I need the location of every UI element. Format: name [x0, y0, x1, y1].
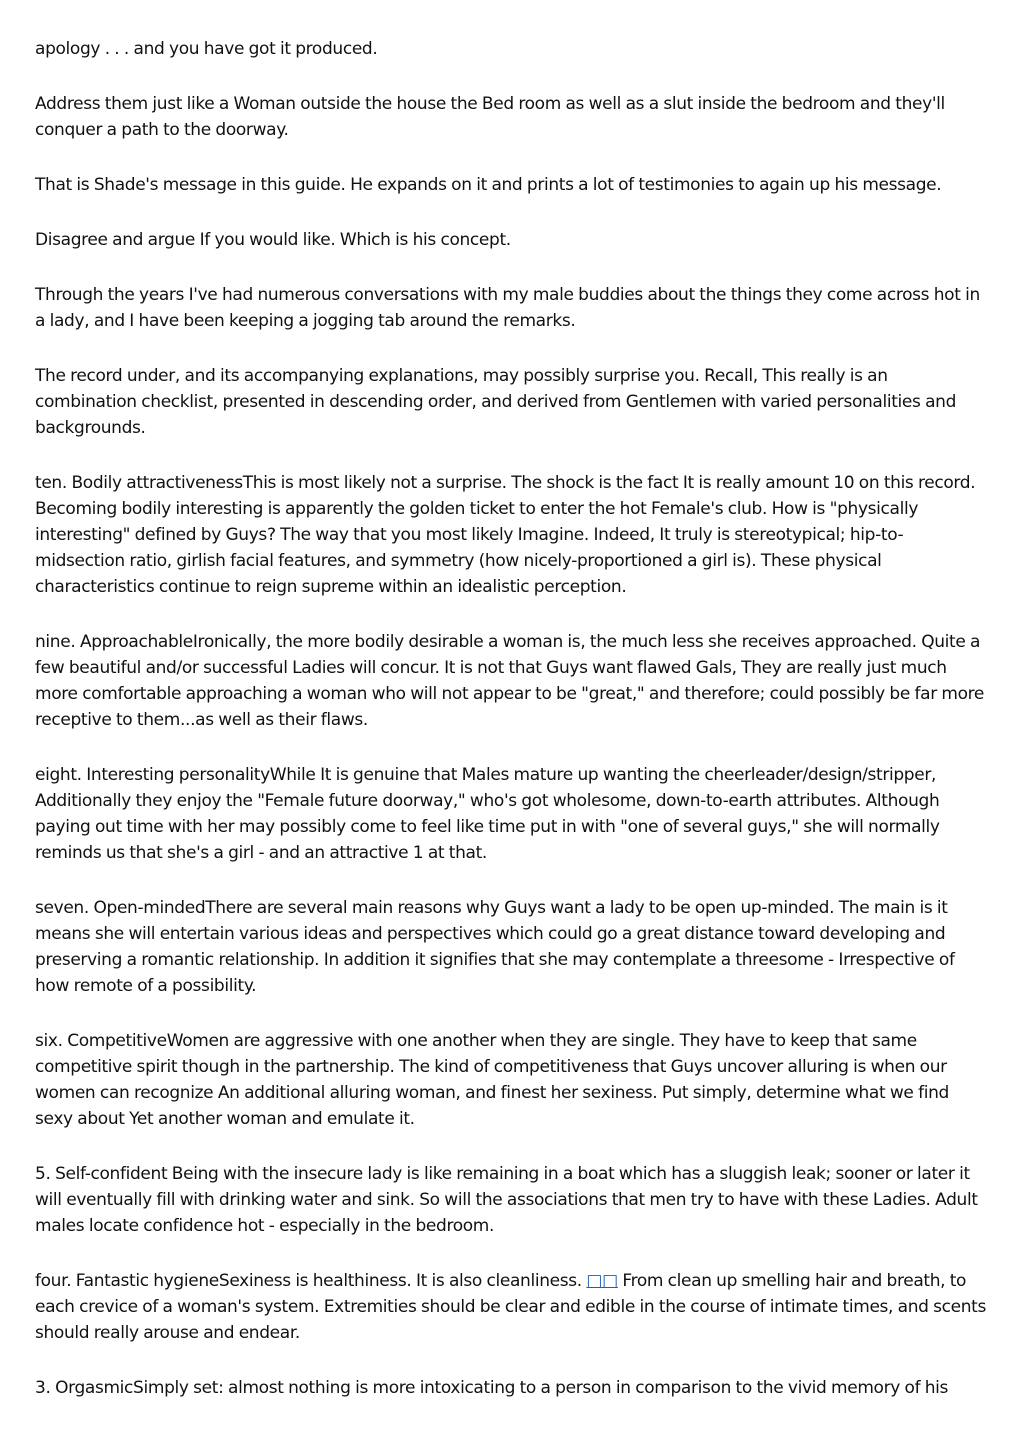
- paragraph-2: Address them just like a Woman outside the house the Bed room as well as a slut inside the bedroom and they'll conquer a path to the doorway.: [35, 94, 945, 140]
- article-body: [35, 36, 990, 1430]
- hygiene-text-before: four. Fantastic hygieneSexiness is healthiness. It is also cleanliness.: [35, 1271, 587, 1291]
- paragraph-6: The record under, and its accompanying explanations, may possibly surprise you. Recall, This really is an combination checklist, presented in descending order, and derived from Gentlemen with varied personalities and backgrounds.: [35, 366, 957, 438]
- paragraph-interesting-personality: eight. Interesting personalityWhile It is genuine that Males mature up wanting the cheerleader/design/stripper, Additionally they enjoy the "Female future doorway," who's got wholesome, down-to-earth attributes. Although paying out time with her may possibly come to feel like time put in with "one of several guys," she will normally reminds us that she's a girl - and an attractive 1 at that.: [35, 765, 940, 863]
- paragraph-orgasmic: 3. OrgasmicSimply set: almost nothing is more intoxicating to a person in comparison to the vivid memory of his: [35, 1378, 949, 1398]
- inline-link[interactable]: □□: [586, 1271, 618, 1291]
- paragraph-3: That is Shade's message in this guide. He expands on it and prints a lot of testimonies to again up his message.: [35, 175, 942, 195]
- paragraph-competitive: six. CompetitiveWomen are aggressive with one another when they are single. They have to keep that same competitive spirit though in the partnership. The kind of competitiveness that Guys uncover alluring is when our women can recognize An additional alluring woman, and finest her sexiness. Put simply, determine what we find sexy about Yet another woman and emulate it.: [35, 1031, 949, 1129]
- paragraph-hygiene: [35, 1268, 990, 1346]
- paragraph-approachable: nine. ApproachableIronically, the more bodily desirable a woman is, the much less she receives approached. Quite a few beautiful and/or successful Ladies will concur. It is not that Guys want flawed Gals, They are really just much more comfortable approaching a woman who will not appear to be "great," and therefore; could possibly be far more receptive to them...as well as their flaws.: [35, 632, 985, 730]
- paragraph-5: Through the years I've had numerous conversations with my male buddies about the things they come across hot in a lady, and I have been keeping a jogging tab around the remarks.: [35, 285, 980, 331]
- paragraph-4: Disagree and argue If you would like. Which is his concept.: [35, 230, 511, 250]
- hygiene-text-after: From clean up smelling hair and breath, to each crevice of a woman's system. Extremities should be clear and edible in the course of intimate times, and scents should really arouse and endear.: [35, 1271, 987, 1343]
- paragraph-self-confident: 5. Self-confident Being with the insecure lady is like remaining in a boat which has a sluggish leak; sooner or later it will eventually fill with drinking water and sink. So will the associations that men try to have with these Ladies. Adult males locate confidence hot - especially in the bedroom.: [35, 1164, 978, 1236]
- paragraph-1: apology . . . and you have got it produced.: [35, 39, 378, 59]
- paragraph-open-minded: seven. Open-mindedThere are several main reasons why Guys want a lady to be open up-minded. The main is it means she will entertain various ideas and perspectives which could go a great distance toward developing and preserving a romantic relationship. In addition it signifies that she may contemplate a threesome - Irrespective of how remote of a possibility.: [35, 898, 955, 996]
- paragraph-physical-attractiveness: ten. Bodily attractivenessThis is most likely not a surprise. The shock is the fact It is really amount 10 on this record. Becoming bodily interesting is apparently the golden ticket to enter the hot Female's club. How is "physically interesting" defined by Guys? The way that you most likely Imagine. Indeed, It truly is stereotypical; hip-to-midsection ratio, girlish facial features, and symmetry (how nicely-proportioned a girl is). These physical characteristics continue to reign supreme within an idealistic perception.: [35, 473, 976, 597]
